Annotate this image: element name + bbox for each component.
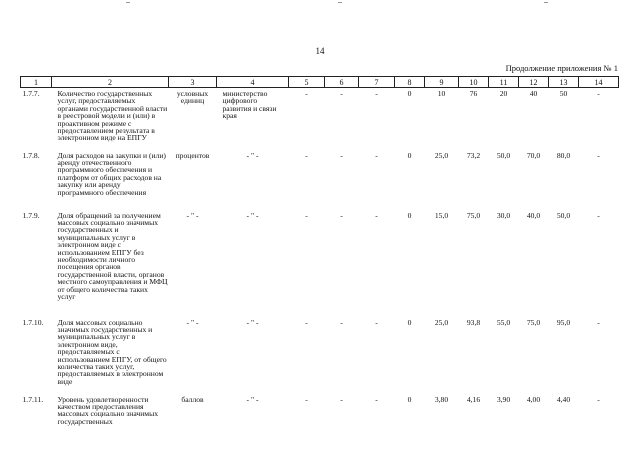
responsible: - " - bbox=[246, 317, 259, 327]
cell-c11: 30,0 bbox=[496, 210, 511, 220]
indicator-name: Доля массовых социально значимых государственных и муниципальных услуг в электронном виде, предоставляемых с использованием ЕПГУ, от общего количества таких услуг, предоставляемых в электронном виде bbox=[57, 317, 167, 386]
cell-c5: - bbox=[305, 394, 308, 404]
cell-c8: 0 bbox=[407, 89, 412, 98]
cell-c6: - bbox=[340, 150, 343, 160]
table-row bbox=[21, 88, 619, 150]
cell-c6: - bbox=[340, 89, 343, 98]
cell-c11: 20 bbox=[499, 89, 508, 98]
cell-c12: 40,0 bbox=[526, 210, 541, 220]
cell-c12: 4,00 bbox=[526, 394, 541, 404]
responsible: - " - bbox=[246, 210, 259, 220]
col-header: 8 bbox=[395, 77, 425, 88]
responsible: - " - bbox=[246, 394, 259, 404]
responsible: министерство цифрового развития и связи края bbox=[222, 89, 277, 121]
cell-c13: 50,0 bbox=[556, 210, 571, 220]
cell-c7: - bbox=[375, 210, 378, 220]
cell-c9: 25,0 bbox=[434, 317, 449, 327]
cell-c10: 4,16 bbox=[466, 394, 481, 404]
cell-c14: - bbox=[597, 317, 600, 327]
cell-c13: 4,40 bbox=[556, 394, 571, 404]
cell-c8: 0 bbox=[407, 317, 412, 327]
table-row bbox=[21, 394, 619, 430]
cell-c13: 80,0 bbox=[556, 150, 571, 160]
cell-c7: - bbox=[375, 89, 378, 98]
col-header: 11 bbox=[489, 77, 519, 88]
unit: - " - bbox=[186, 210, 199, 220]
cell-c5: - bbox=[305, 210, 308, 220]
row-index: 1.7.7. bbox=[22, 89, 40, 98]
cell-c12: 70,0 bbox=[526, 150, 541, 160]
cell-c11: 50,0 bbox=[496, 150, 511, 160]
cell-c10: 73,2 bbox=[466, 150, 481, 160]
indicator-name: Уровень удовлетворенности качеством предоставления массовых социально значимых государственных bbox=[57, 394, 159, 426]
cell-c6: - bbox=[340, 394, 343, 404]
row-index: 1.7.8. bbox=[22, 150, 40, 160]
cell-c9: 25,0 bbox=[434, 150, 449, 160]
cell-c9: 10 bbox=[437, 89, 446, 98]
col-header: 1 bbox=[21, 77, 52, 88]
cell-c8: 0 bbox=[407, 210, 412, 220]
unit: баллов bbox=[181, 394, 204, 404]
row-index: 1.7.9. bbox=[22, 210, 40, 220]
col-header: 9 bbox=[425, 77, 459, 88]
indicator-name: Количество государственных услуг, предоставляемых органами государственной власти в реестровой модели и (или) в проактивном режиме с предоставлением результата в электронном виде на ЕПГУ bbox=[57, 89, 168, 143]
cell-c14: - bbox=[597, 150, 600, 160]
cell-c8: 0 bbox=[407, 150, 412, 160]
row-index: 1.7.11. bbox=[22, 394, 44, 404]
indicator-name: Доля обращений за получением массовых социально значимых государственных и муниципальных услуг в электронном виде с использованием ЕПГУ без необходимости личного посещения органов государственной власти, органов местного самоуправления и МФЦ от общего количества таких услуг bbox=[57, 210, 168, 301]
cell-c10: 76 bbox=[469, 89, 478, 98]
col-header: 12 bbox=[519, 77, 549, 88]
unit: - " - bbox=[186, 317, 199, 327]
cell-c9: 15,0 bbox=[434, 210, 449, 220]
cell-c14: - bbox=[597, 210, 600, 220]
table-row bbox=[21, 317, 619, 394]
indicator-table bbox=[20, 76, 619, 430]
col-header: 5 bbox=[289, 77, 325, 88]
cell-c11: 55,0 bbox=[496, 317, 511, 327]
col-header: 14 bbox=[579, 77, 619, 88]
col-header: 3 bbox=[169, 77, 217, 88]
cell-c12: 75,0 bbox=[526, 317, 541, 327]
cell-c7: - bbox=[375, 317, 378, 327]
col-header: 6 bbox=[325, 77, 359, 88]
row-index: 1.7.10. bbox=[22, 317, 44, 327]
appendix-continuation-note: Продолжение приложения № 1 bbox=[505, 63, 618, 73]
cell-c9: 3,80 bbox=[434, 394, 449, 404]
col-header: 13 bbox=[549, 77, 579, 88]
indicator-name: Доля расходов на закупки и (или) аренду отечественного программного обеспечения и платформ от общих расходов на закупку или аренду программного обеспечения bbox=[57, 150, 166, 197]
column-number-row bbox=[21, 77, 619, 88]
responsible: - " - bbox=[246, 150, 259, 160]
page-number: 14 bbox=[315, 46, 325, 56]
cell-c7: - bbox=[375, 150, 378, 160]
cell-c5: - bbox=[305, 317, 308, 327]
cell-c6: - bbox=[340, 210, 343, 220]
cell-c13: 95,0 bbox=[556, 317, 571, 327]
cell-c11: 3,90 bbox=[496, 394, 511, 404]
col-header: 10 bbox=[459, 77, 489, 88]
unit: процентов bbox=[175, 150, 210, 160]
cell-c8: 0 bbox=[407, 394, 412, 404]
cell-c13: 50 bbox=[559, 89, 568, 98]
col-header: 4 bbox=[217, 77, 289, 88]
table-row bbox=[21, 210, 619, 317]
cell-c6: - bbox=[340, 317, 343, 327]
cell-c5: - bbox=[305, 150, 308, 160]
unit: условных единиц bbox=[176, 89, 209, 106]
cell-c7: - bbox=[375, 394, 378, 404]
cell-c5: - bbox=[305, 89, 308, 98]
table-row bbox=[21, 150, 619, 210]
cell-c14: - bbox=[597, 89, 600, 98]
col-header: 7 bbox=[359, 77, 395, 88]
col-header: 2 bbox=[52, 77, 169, 88]
cell-c14: - bbox=[597, 394, 600, 404]
cell-c12: 40 bbox=[529, 89, 538, 98]
cell-c10: 93,8 bbox=[466, 317, 481, 327]
cell-c10: 75,0 bbox=[466, 210, 481, 220]
